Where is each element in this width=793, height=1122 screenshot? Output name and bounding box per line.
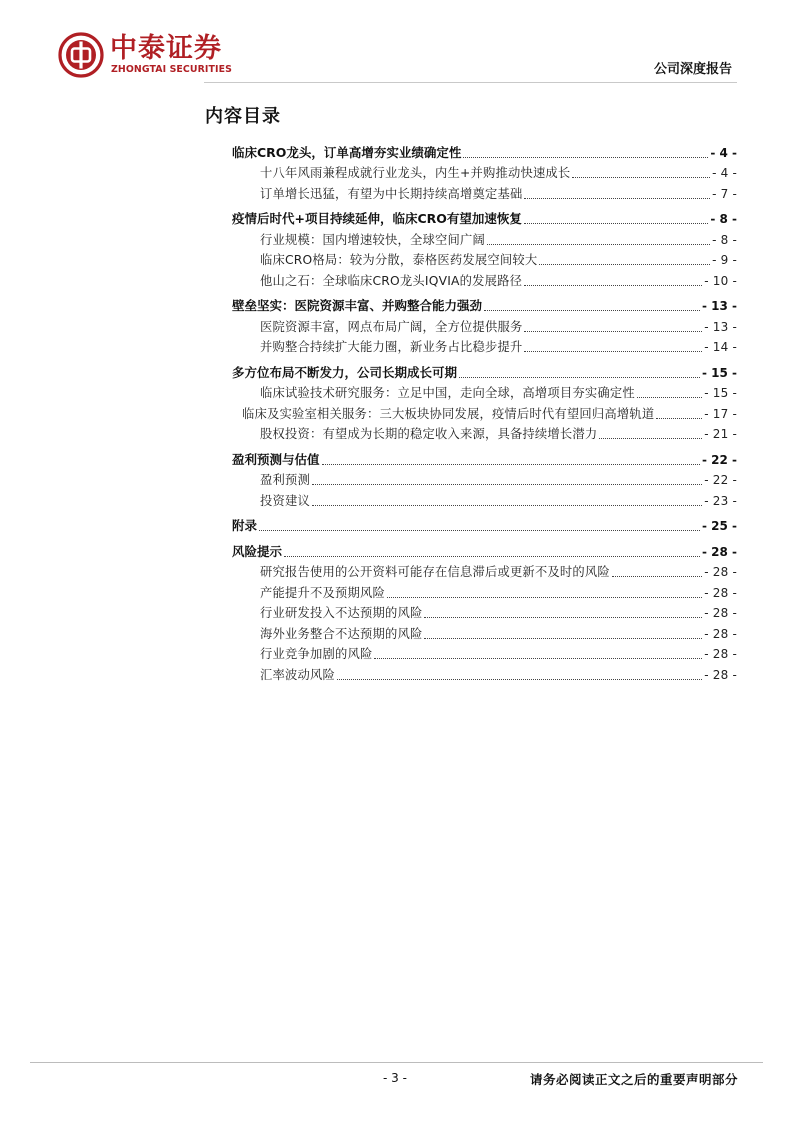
page-number: - 3 - (383, 1071, 407, 1085)
toc-subsection-title: 股权投资：有望成为长期的稳定收入来源，具备持续增长潜力 (260, 427, 598, 441)
toc-section-entry[interactable] (232, 296, 737, 317)
toc-page-number: - 15 - (701, 365, 737, 380)
toc-page-number: - 28 - (704, 647, 737, 661)
toc-subsection-entry[interactable] (232, 316, 737, 337)
toc-section-title: 壁垒坚实：医院资源丰富、并购整合能力强劲 (232, 298, 483, 313)
toc-dot-leader (524, 351, 702, 352)
toc-page-number: - 14 - (704, 340, 737, 354)
toc-section-entry[interactable] (232, 362, 737, 383)
toc-subsection-entry[interactable] (232, 163, 737, 184)
toc-dot-leader (656, 418, 702, 419)
toc-dot-leader (599, 438, 702, 439)
toc-dot-leader (524, 223, 708, 224)
toc-section (232, 541, 737, 685)
toc-page-number: - 28 - (701, 544, 737, 559)
toc-page-number: - 21 - (704, 427, 737, 441)
toc-subsection-title: 他山之石：全球临床CRO龙头IQVIA的发展路径 (260, 273, 523, 288)
toc-subsection-entry[interactable] (232, 383, 737, 404)
toc-page-number: - 10 - (704, 273, 737, 288)
toc-dot-leader (337, 679, 702, 680)
toc-section-entry[interactable] (232, 142, 737, 163)
toc-page-number: - 25 - (701, 519, 737, 533)
toc-page-number: - 9 - (712, 253, 737, 267)
toc-dot-leader (374, 658, 702, 659)
toc-dot-leader (637, 397, 702, 398)
toc-subsection-entry[interactable] (232, 337, 737, 358)
toc-dot-leader (322, 464, 700, 465)
toc-page-number: - 28 - (704, 585, 737, 600)
toc-page-number: - 7 - (712, 186, 737, 201)
toc-dot-leader (284, 556, 700, 557)
toc-subsection-entry[interactable] (232, 623, 737, 644)
toc-subsection-entry[interactable] (232, 183, 737, 204)
report-type-label: 公司深度报告 (653, 62, 732, 77)
toc-page-number: - 4 - (710, 145, 737, 160)
toc-subsection-title: 临床及实验室相关服务：三大板块协同发展，疫情后时代有望回归高增轨道 (242, 406, 655, 421)
toc-page-number: - 13 - (701, 299, 737, 313)
toc-subsection-title: 订单增长迅猛，有望为中长期持续高增奠定基础 (260, 186, 523, 201)
toc-dot-leader (459, 377, 700, 378)
toc-dot-leader (387, 597, 702, 598)
toc-section (232, 142, 737, 204)
table-of-contents (232, 142, 737, 690)
toc-dot-leader (424, 638, 702, 639)
toc-page-number: - 15 - (704, 386, 737, 400)
toc-dot-leader (539, 264, 710, 265)
company-logo (58, 32, 258, 78)
toc-dot-leader (524, 331, 702, 332)
toc-subsection-entry[interactable] (232, 270, 737, 291)
toc-page-number: - 28 - (704, 565, 737, 579)
toc-page-number: - 28 - (704, 667, 737, 682)
toc-page-number: - 4 - (712, 166, 737, 180)
toc-dot-leader (487, 244, 710, 245)
toc-section (232, 516, 737, 537)
toc-section (232, 209, 737, 291)
toc-title: 内容目录 (205, 106, 281, 127)
toc-subsection-entry[interactable] (232, 250, 737, 271)
toc-page-number: - 23 - (704, 493, 737, 508)
toc-dot-leader (424, 617, 702, 618)
toc-subsection-title: 投资建议 (260, 493, 310, 508)
toc-page-number: - 13 - (704, 319, 737, 334)
toc-subsection-title: 汇率波动风险 (260, 667, 335, 682)
toc-subsection-entry[interactable] (232, 603, 737, 624)
toc-page-number: - 22 - (704, 473, 737, 487)
toc-dot-leader (312, 505, 702, 506)
toc-section-title: 盈利预测与估值 (232, 451, 320, 467)
toc-subsection-entry[interactable] (232, 490, 737, 511)
toc-dot-leader (524, 285, 702, 286)
toc-section (232, 296, 737, 358)
toc-subsection-title: 临床试验技术研究服务：立足中国，走向全球，高增项目夯实确定性 (260, 386, 635, 400)
toc-section (232, 449, 737, 511)
toc-page-number: - 22 - (701, 452, 737, 467)
logo-chinese-name: 中泰证券 (110, 33, 222, 64)
disclaimer-note: 请务必阅读正文之后的重要声明部分 (529, 1072, 738, 1087)
toc-section-title: 附录 (232, 518, 258, 533)
toc-subsection-title: 临床CRO格局：较为分散，泰格医药发展空间较大 (260, 253, 538, 267)
toc-section-title: 多方位布局不断发力，公司长期成长可期 (232, 364, 458, 380)
toc-subsection-title: 并购整合持续扩大能力圈，新业务占比稳步提升 (260, 340, 523, 354)
toc-subsection-title: 十八年风雨兼程成就行业龙头，内生+并购推动快速成长 (260, 166, 571, 180)
toc-dot-leader (312, 484, 702, 485)
toc-subsection-title: 研究报告使用的公开资料可能存在信息滞后或更新不及时的风险 (260, 565, 610, 579)
toc-subsection-title: 产能提升不及预期风险 (260, 585, 385, 600)
toc-subsection-title: 海外业务整合不达预期的风险 (260, 626, 423, 641)
toc-subsection-entry[interactable] (232, 424, 737, 445)
toc-dot-leader (524, 198, 710, 199)
toc-section-entry[interactable] (232, 541, 737, 562)
toc-section-title: 疫情后时代+项目持续延伸，临床CRO有望加速恢复 (232, 211, 522, 226)
toc-subsection-entry[interactable] (232, 470, 737, 491)
toc-section-entry[interactable] (232, 449, 737, 470)
zhongtai-logo-icon (58, 32, 104, 78)
toc-page-number: - 8 - (712, 232, 737, 247)
toc-page-number: - 8 - (710, 212, 737, 226)
toc-subsection-title: 行业规模：国内增速较快，全球空间广阔 (260, 232, 485, 247)
toc-section-title: 临床CRO龙头，订单高增夯实业绩确定性 (232, 144, 462, 160)
toc-section-entry[interactable] (232, 209, 737, 230)
toc-section (232, 362, 737, 444)
toc-dot-leader (572, 177, 710, 178)
toc-page-number: - 28 - (704, 626, 737, 641)
toc-page-number: - 28 - (704, 606, 737, 620)
toc-subsection-entry[interactable] (232, 644, 737, 665)
toc-subsection-entry[interactable] (232, 562, 737, 583)
toc-subsection-title: 行业竞争加剧的风险 (260, 647, 373, 661)
footer-divider (30, 1062, 763, 1063)
toc-section-entry[interactable] (232, 516, 737, 537)
logo-english-name: ZHONGTAI SECURITIES (111, 64, 232, 75)
toc-subsection-title: 盈利预测 (260, 473, 310, 487)
toc-subsection-title: 医院资源丰富，网点布局广阔，全方位提供服务 (260, 319, 523, 334)
header-divider (204, 82, 737, 83)
toc-dot-leader (484, 310, 700, 311)
toc-subsection-entry[interactable] (232, 403, 737, 424)
toc-page-number: - 17 - (704, 406, 737, 421)
toc-subsection-entry[interactable] (232, 664, 737, 685)
toc-subsection-title: 行业研发投入不达预期的风险 (260, 606, 423, 620)
toc-section-title: 风险提示 (232, 543, 283, 559)
toc-subsection-entry[interactable] (232, 582, 737, 603)
toc-dot-leader (612, 576, 702, 577)
toc-dot-leader (259, 530, 700, 531)
toc-subsection-entry[interactable] (232, 229, 737, 250)
toc-dot-leader (463, 157, 708, 158)
